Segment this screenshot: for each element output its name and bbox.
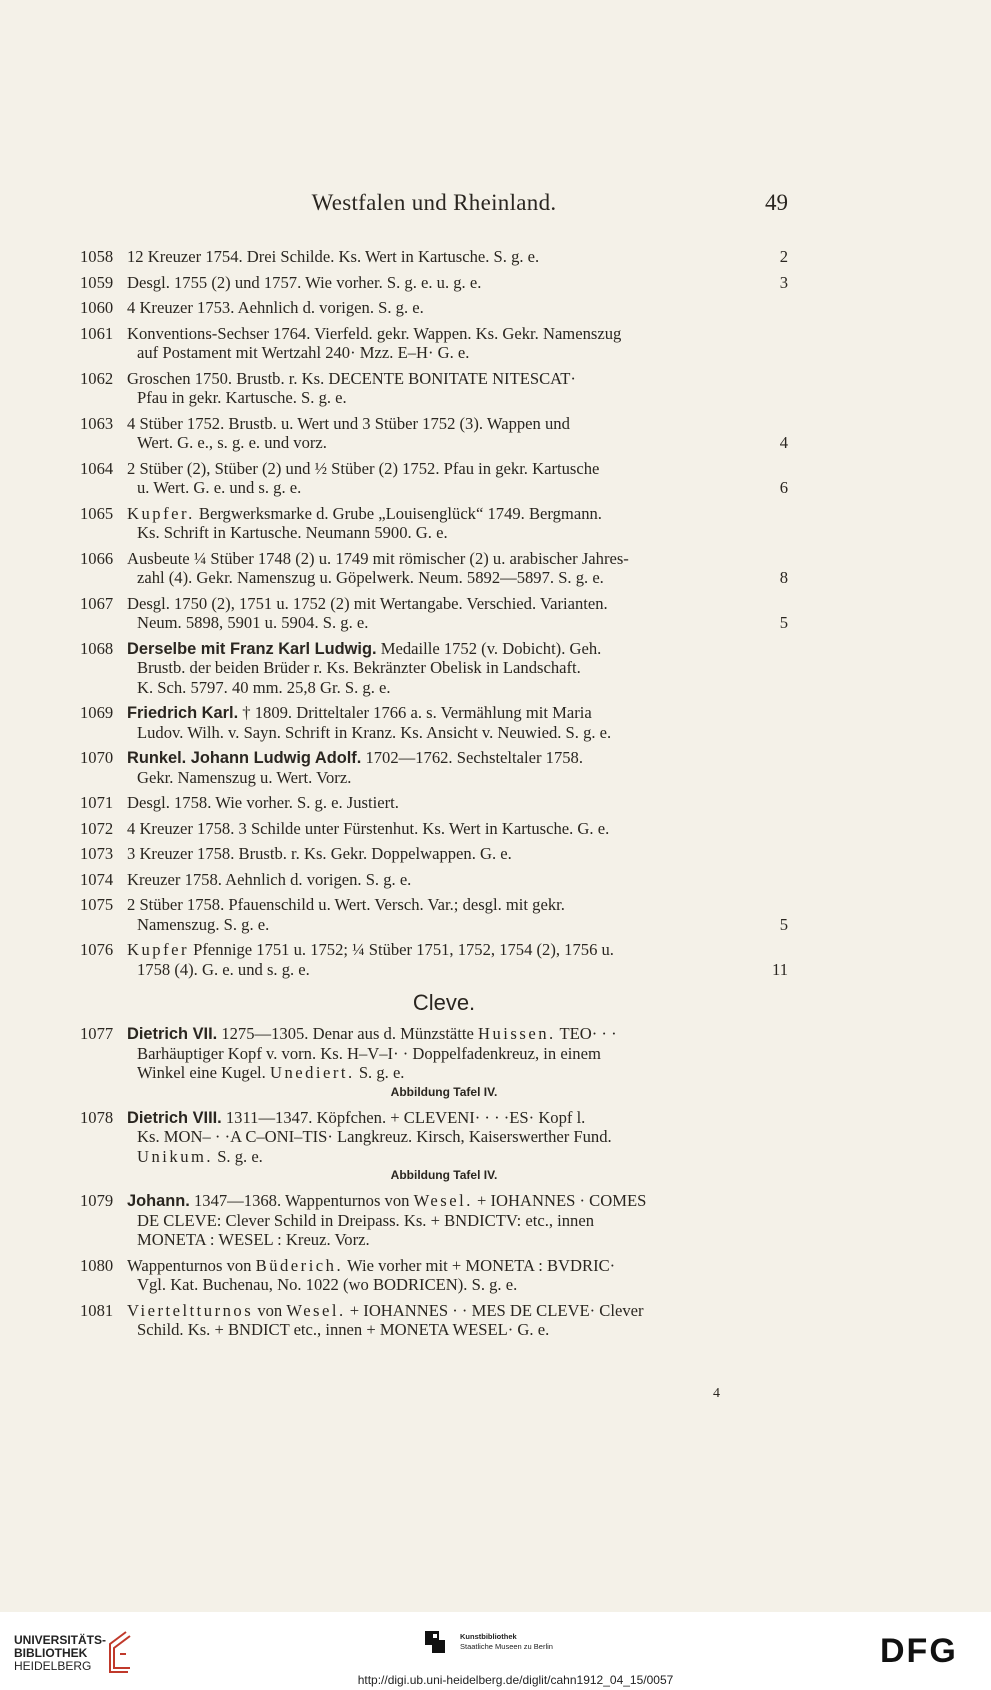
page-title: Westfalen und Rheinland. [311,190,557,215]
entry-text-part: Brustb. der beiden Brüder r. Ks. Bekränzter Obelisk in Landschaft. [137,658,581,677]
entry-line [80,343,788,363]
catalog-entry [80,273,788,293]
entry-text [127,748,583,769]
entry-text-part: auf Postament mit Wertzahl 240· Mzz. E–H· G. e. [137,343,470,362]
entry-text-part: Kreuzer 1758. Aehnlich d. vorigen. S. g. e. [127,869,412,889]
kb-line1: Kunstbibliothek [460,1632,517,1641]
entry-text-part: Wie vorher mit + MONETA : BVDRIC· [343,1255,616,1275]
entry-line [80,793,788,813]
kunstbibliothek-text [460,1632,553,1652]
entry-number: 1076 [80,940,114,959]
entry-text [127,1024,617,1045]
entry-text [127,940,614,960]
entry-line [80,504,788,524]
entry-heading: Johann. [127,1192,190,1210]
entry-text [137,1127,612,1147]
entry-heading: Dietrich VIII. [127,1108,222,1127]
entry-line [80,1320,788,1340]
entry-text-part: Namenszug. S. g. e. [137,914,270,934]
uni-logo-line1: UNIVERSITÄTS- [14,1633,107,1647]
catalog-entry [80,703,788,742]
entry-text [137,1044,601,1064]
entry-text [127,594,608,614]
entry-text-part: MONETA : WESEL : Kreuz. Vorz. [137,1230,370,1249]
entry-text-part: 1275—1305. Denar aus d. Münzstätte [217,1024,479,1043]
entry-number: 1069 [80,703,114,722]
entry-text [137,568,604,588]
uni-logo-line3: HEIDELBERG [14,1659,92,1673]
entry-heading: Derselbe mit Franz Karl Ludwig. [127,639,377,658]
catalog-entry [80,793,788,813]
page-number: 49 [765,190,788,215]
entry-line [80,1191,788,1211]
catalog-entry [80,504,788,543]
entry-text-part: 3 Kreuzer 1758. Brustb. r. Ks. Gekr. Doppelwappen. G. e. [127,844,512,863]
section-heading-cleve: Cleve. [412,990,476,1015]
entry-text-part: Kupfer [127,940,189,959]
entry-line [80,748,788,768]
catalog-entry [80,414,788,453]
entry-number: 1074 [80,869,114,889]
entry-number: 1080 [80,1255,114,1275]
catalog-entry [80,594,788,633]
entry-number: 1067 [80,593,114,613]
entry-text-part: † 1809. Dritteltaler 1766 a. s. Vermählung mit Maria [238,703,592,722]
catalog-entry [80,1024,788,1102]
entry-line [80,1063,788,1083]
running-head [80,190,788,220]
entry-line [80,414,788,434]
entry-text [127,414,570,434]
entry-line [80,678,788,698]
entry-line [80,273,788,293]
entry-text-part: Vierteltturnos [127,1300,254,1320]
entry-line [80,723,788,743]
catalog-entry [80,549,788,588]
entry-line [80,768,788,788]
entry-line [80,1256,788,1276]
entry-text-part: Desgl. 1755 (2) und 1757. Wie vorher. S. g. e. u. g. e. [127,272,482,292]
entry-line [80,1301,788,1321]
entry-text [127,459,599,479]
kb-line2: Staatliche Museen zu Berlin [460,1642,553,1651]
entry-number: 1070 [80,748,114,767]
entry-text [137,433,327,453]
entry-text [137,1320,549,1340]
entry-line [80,247,788,267]
entry-text-part: DE CLEVE: Clever Schild in Dreipass. Ks. + BNDICTV: etc., innen [137,1210,595,1230]
entry-text-part: 1347—1368. Wappenturnos von [189,1191,414,1210]
entry-text-part: Schild. Ks. + BNDICT etc., innen + MONETA WESEL· G. e. [137,1320,550,1339]
entry-text-part: Barhäuptiger Kopf v. vorn. Ks. H–V–I· · Doppelfadenkreuz, in einem [137,1043,601,1063]
catalog-entry [80,324,788,363]
entries-westfalen [80,247,788,979]
entry-line [80,1108,788,1128]
entry-number: 1066 [80,548,114,568]
entry-text-part: Ludov. Wilh. v. Sayn. Schrift in Kranz. Ks. Ansicht v. Neuwied. S. g. e. [137,722,612,742]
entry-number: 1072 [80,818,114,838]
entry-text-part: Winkel eine Kugel. [137,1063,270,1082]
entry-text [127,870,411,890]
catalog-entry [80,844,788,864]
university-mark-icon [104,1630,134,1674]
entry-text [127,895,565,915]
entry-text [137,1275,517,1295]
entry-text [127,549,629,569]
entry-line [80,1127,788,1147]
plate-reference: Abbildung Tafel IV. [390,1084,498,1099]
entry-text-part: Desgl. 1758. Wie vorher. S. g. e. Justiert. [127,793,399,812]
entry-text [127,1108,585,1129]
entry-line [80,870,788,890]
entry-text [127,504,602,524]
entry-text-part: u. Wert. G. e. und s. g. e. [137,478,302,497]
entry-text [137,1211,594,1231]
entry-heading: Dietrich VII. [127,1025,218,1043]
entry-text [137,1147,263,1167]
entry-line [80,594,788,614]
entry-estimate: 8 [779,568,788,587]
entry-text-part: Huissen. [478,1024,556,1043]
entry-line [80,1211,788,1231]
catalog-entry [80,1256,788,1295]
entry-number: 1060 [80,298,114,317]
entry-line [80,433,788,453]
entry-text-part: Wesel. [286,1300,346,1320]
entry-line [80,1230,788,1250]
entry-text [137,768,351,788]
entry-number: 1065 [80,503,114,523]
entry-heading: Friedrich Karl. [127,704,239,722]
entry-number: 1079 [80,1191,114,1210]
university-library-logo [14,1634,106,1673]
catalog-entry [80,1301,788,1340]
entry-line [80,298,788,318]
catalog-entry [80,639,788,698]
entry-text [127,639,601,660]
entry-text [137,1230,370,1250]
entry-text-part: Groschen 1750. Brustb. r. Ks. DECENTE BONITATE NITESCAT· [127,368,576,388]
entry-text-part: K. Sch. 5797. 40 mm. 25,8 Gr. S. g. e. [137,677,391,697]
entry-text-part: Ks. MON– · ·A C–ONI–TIS· Langkreuz. Kirsch, Kaiserswerther Fund. [137,1127,612,1146]
entry-text [137,723,611,743]
entry-line [80,1024,788,1044]
entry-text-part: 2 Stüber (2), Stüber (2) und ½ Stüber (2) 1752. Pfau in gekr. Kartusche [127,458,600,478]
entry-line [80,940,788,960]
entry-text-part: Pfau in gekr. Kartusche. S. g. e. [137,388,347,407]
entry-text-part: 1758 (4). G. e. und s. g. e. [137,959,310,979]
entry-text-part: Kupfer. [127,503,195,523]
entry-line [80,915,788,935]
entry-number: 1073 [80,844,114,863]
entry-estimate: 3 [779,272,788,292]
entry-number: 1061 [80,323,114,343]
entry-estimate: 11 [772,959,788,979]
catalog-entry [80,1191,788,1250]
entry-line [80,960,788,980]
catalog-entry [80,895,788,934]
entry-estimate: 5 [779,914,788,934]
entry-text [137,678,391,698]
entry-text-part: Neum. 5898, 5901 u. 5904. S. g. e. [137,613,369,632]
entry-text-part: von [253,1300,287,1320]
entry-text [127,844,512,864]
entry-number: 1068 [80,638,114,658]
entry-text [127,819,609,839]
entry-text-part: Desgl. 1750 (2), 1751 u. 1752 (2) mit Wertangabe. Verschied. Varianten. [127,593,608,613]
entry-number: 1075 [80,895,114,914]
entry-number: 1078 [80,1107,114,1127]
entry-text-part: Ks. Schrift in Kartusche. Neumann 5900. G. e. [137,523,448,542]
entry-line [80,324,788,344]
entry-line [80,895,788,915]
entry-text-part: Wert. G. e., s. g. e. und vorz. [137,433,327,452]
catalog-entry [80,1108,788,1186]
entry-line [80,703,788,723]
permalink-url[interactable]: http://digi.ub.uni-heidelberg.de/diglit/cahn1912_04_15/0057 [357,1673,674,1687]
entry-text-part: + IOHANNES · COMES [472,1191,647,1210]
dfg-logo: DFG [880,1632,958,1670]
entry-text-part: Vgl. Kat. Buchenau, No. 1022 (wo BODRICEN). S. g. e. [137,1275,518,1294]
entry-text-part: 1311—1347. Köpfchen. + CLEVENI· · · ·ES· Kopf l. [221,1107,586,1127]
entry-number: 1059 [80,272,114,292]
entry-text-part: TEO· · · [555,1024,617,1043]
entry-text-part: + IOHANNES · · MES DE CLEVE· Clever [345,1300,644,1320]
entry-text [137,388,347,408]
entry-estimate: 4 [779,433,788,452]
catalog-entry [80,298,788,318]
entry-text-part: zahl (4). Gekr. Namenszug u. Göpelwerk. Neum. 5892—5897. S. g. e. [137,568,604,587]
entry-text [127,703,592,724]
entry-number: 1058 [80,247,114,266]
entry-line [80,369,788,389]
entry-line [80,658,788,678]
entry-text-part: Pfennige 1751 u. 1752; ¼ Stüber 1751, 1752, 1754 (2), 1756 u. [189,940,614,959]
entry-text [127,793,399,813]
entry-estimate: 5 [779,613,788,632]
catalog-entry [80,748,788,787]
entry-text-part: Bergwerksmarke d. Grube „Louisenglück“ 1749. Bergmann. [194,503,602,523]
entry-text-part: 12 Kreuzer 1754. Drei Schilde. Ks. Wert in Kartusche. S. g. e. [127,247,540,266]
entry-line [80,1044,788,1064]
entry-text [127,247,539,267]
entry-text [137,915,269,935]
entry-line [80,844,788,864]
catalog-entry [80,369,788,408]
entry-text-part: Medaille 1752 (v. Dobicht). Geh. [376,638,602,658]
entry-line [80,568,788,588]
entry-text-part: Gekr. Namenszug u. Wert. Vorz. [137,767,352,787]
entry-heading: Runkel. Johann Ludwig Adolf. [127,749,362,767]
entry-text [127,273,481,293]
catalog-entry [80,247,788,267]
catalog-entry [80,870,788,890]
entry-line [80,613,788,633]
entry-text-part: 4 Kreuzer 1753. Aehnlich d. vorigen. S. g. e. [127,298,424,317]
entry-text-part: Unikum. [137,1146,214,1166]
entry-estimate: 2 [779,247,788,266]
entry-number: 1077 [80,1024,114,1043]
entry-text-part: 2 Stüber 1758. Pfauenschild u. Wert. Versch. Var.; desgl. mit gekr. [127,895,565,914]
entry-line [80,819,788,839]
entry-text-part: 4 Kreuzer 1758. 3 Schilde unter Fürstenhut. Ks. Wert in Kartusche. G. e. [127,818,610,838]
entry-text [137,960,310,980]
catalog-entry [80,819,788,839]
entry-line [80,549,788,569]
entry-text [137,478,301,498]
entry-text-part: Ausbeute ¼ Stüber 1748 (2) u. 1749 mit römischer (2) u. arabischer Jahres- [127,548,629,568]
entry-number: 1064 [80,458,114,478]
entry-text-part: Konventions-Sechser 1764. Vierfeld. gekr. Wappen. Ks. Gekr. Namenszug [127,323,622,343]
entry-text-part: Wappenturnos von [127,1255,256,1275]
entry-text [127,324,621,344]
entry-text [137,343,469,363]
entry-line [80,1147,788,1167]
entry-line [80,478,788,498]
signature-mark: 4 [713,1386,720,1401]
entry-text-part: 4 Stüber 1752. Brustb. u. Wert und 3 Stüber 1752 (3). Wappen und [127,413,570,433]
entry-line [80,639,788,659]
entry-number: 1071 [80,793,114,812]
entry-text [137,1063,404,1083]
entries-cleve [80,1024,788,1340]
entry-text [127,1301,644,1321]
entry-number: 1063 [80,413,114,433]
entry-text [127,1256,615,1276]
entry-text-part: S. g. e. [354,1063,405,1082]
entry-text [127,1191,646,1212]
catalog-entries [80,247,788,1346]
entry-estimate: 6 [779,478,788,497]
entry-text [137,658,581,678]
entry-text [137,613,368,633]
entry-text-part: S. g. e. [213,1146,263,1166]
entry-line [80,459,788,479]
entry-text-part: Unediert. [269,1063,355,1082]
entry-line [80,523,788,543]
plate-reference: Abbildung Tafel IV. [390,1168,498,1182]
entry-line [80,1275,788,1295]
uni-logo-line2: BIBLIOTHEK [14,1646,88,1660]
kunstbibliothek-icon [424,1630,446,1654]
entry-text-part: 1702—1762. Sechsteltaler 1758. [361,748,583,767]
footer-bar [0,1612,991,1690]
catalog-entry [80,940,788,979]
catalog-entry [80,459,788,498]
entry-number: 1062 [80,368,114,388]
entry-text [127,369,576,389]
entry-number: 1081 [80,1300,114,1320]
entry-text [137,523,448,543]
entry-line [80,388,788,408]
entry-text-part: Wesel. [413,1191,473,1210]
entry-text-part: Büderich. [255,1255,344,1275]
entry-text [127,298,424,318]
